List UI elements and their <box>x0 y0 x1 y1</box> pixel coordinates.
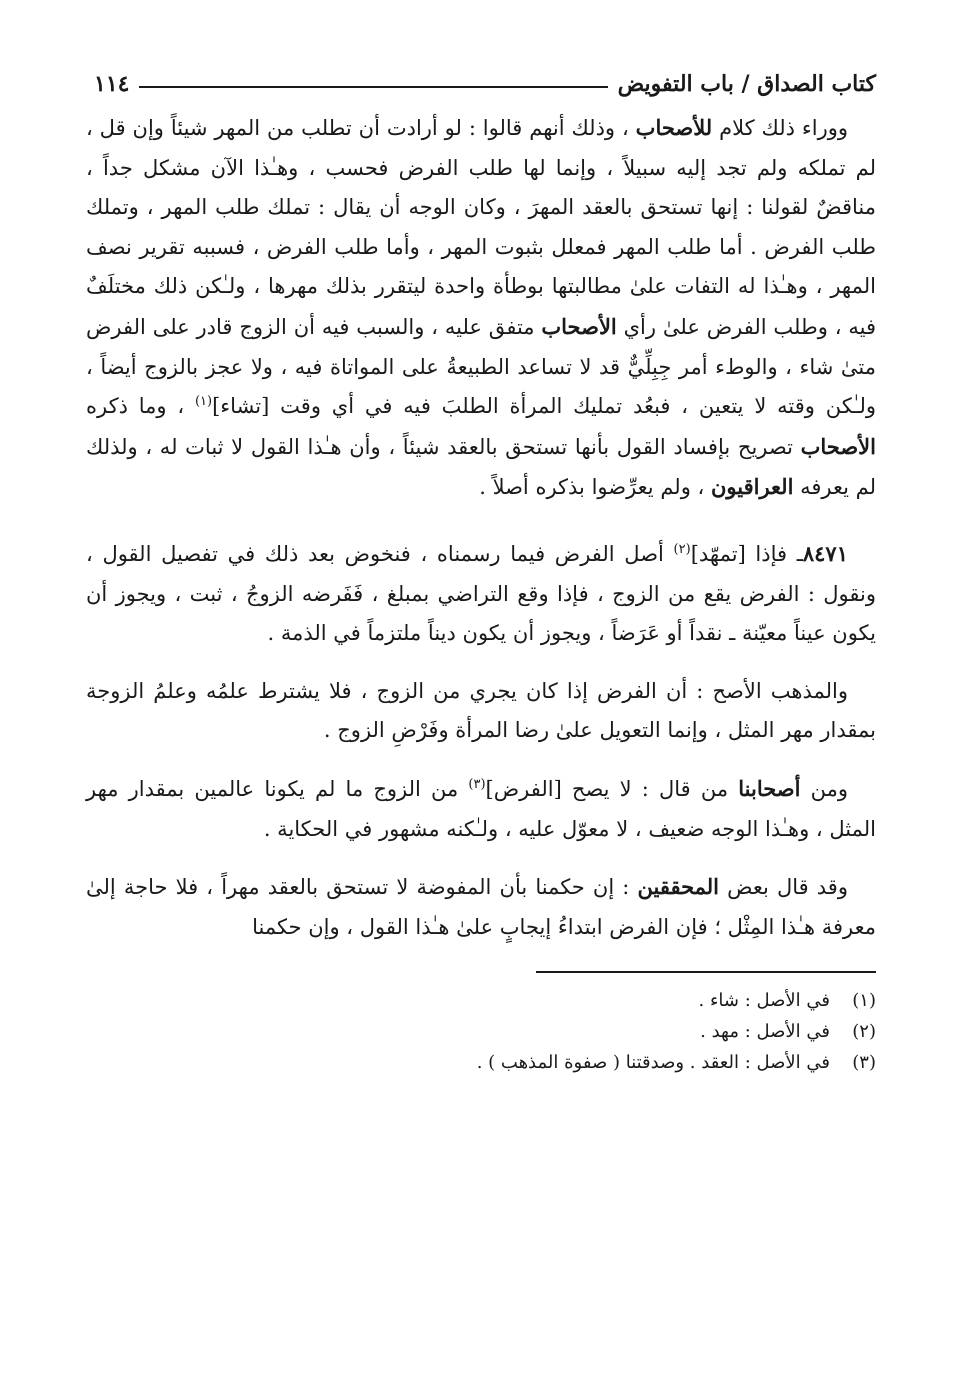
bold-term: الأصحاب <box>800 433 876 459</box>
body-text <box>86 108 876 947</box>
paragraph <box>86 108 876 508</box>
text-run: وقد قال بعض <box>719 875 848 900</box>
chapter-title: كتاب الصداق / باب التفويض <box>617 71 876 97</box>
footnote-marker: (١) <box>194 394 213 410</box>
footnote-text: في الأصل : العقد . وصدقتنا ( صفوة المذهب ) . <box>476 1052 830 1074</box>
text-run: ، ولم يعرِّضوا بذكره أصلاً . <box>479 475 711 500</box>
footnote-marker: (٣) <box>468 776 486 792</box>
book-page <box>86 62 876 1362</box>
footnotes <box>86 985 876 1078</box>
paragraph <box>86 867 876 947</box>
running-header <box>86 62 876 106</box>
footnote-marker: (٢) <box>673 541 691 557</box>
text-run: ومن <box>800 776 848 801</box>
text-run: من الزوج ما لم يكونا عالمين بمقدار مهر المثل ، وهـٰذا الوجه ضعيف ، لا معوّل عليه ، ولـٰكنه مشهور في الحكاية . <box>86 776 876 841</box>
text-run: متفق عليه ، والسبب فيه أن الزوج قادر على الفرض متىٰ شاء ، والوطء أمر جِبِلِّيٌّ قد لا تساعد الطبيعةُ على المواتاة فيه ، ولا عجز بالزوج أيضاً ، ولـٰكن وقته لا يتعين ، فبعُد تمليك المرأة الطلبَ فيه في أي وقت [تشاء] <box>86 314 876 419</box>
text-run: ووراء ذلك كلام <box>712 116 848 140</box>
text-run: تصريح بإفساد القول بأنها تستحق بالعقد شيئاً ، وأن هـٰذا القول لا ثبات له ، ولذلك لم يعرفه <box>86 434 876 500</box>
bold-term: للأصحاب <box>635 115 713 140</box>
bold-term: ٨٤٧١ <box>802 540 848 566</box>
text-run: ، وما ذكره <box>86 394 195 419</box>
paragraph <box>86 534 876 654</box>
text-run: والمذهب الأصح : أن الفرض إذا كان يجري من الزوج ، فلا يشترط علمُه وعلمُ الزوجة بمقدار مهر المثل ، وإنما التعويل علىٰ رضا المرأة وفَرْضِ الزوج . <box>86 678 876 743</box>
footnote-text: في الأصل : شاء . <box>698 990 830 1012</box>
footnote <box>86 1047 876 1078</box>
footnote-number: (٣) <box>852 1052 876 1074</box>
text-run: ـ فإذا [تمهّد] <box>690 541 803 566</box>
text-run: أصل الفرض فيما رسمناه ، فنخوض بعد ذلك في تفصيل القول ، ونقول : الفرض يقع من الزوج ، فإذا وقع التراضي بمبلغ ، فَفَرضه الزوجُ ، ثبت ، ويجوز أن يكون عيناً معيّنة ـ نقداً أو عَرَضاً ، ويجوز أن يكون ديناً ملتزماً في الذمة . <box>86 541 876 646</box>
footnote-number: (٢) <box>852 1021 876 1043</box>
bold-term: العراقيون <box>710 474 794 500</box>
paragraph <box>86 769 876 849</box>
bold-term: أصحابنا <box>738 775 801 801</box>
footnote <box>86 1016 876 1047</box>
text-run: من قال : لا يصح [الفرض] <box>485 776 739 801</box>
footnote-separator <box>536 971 876 973</box>
page-number: ١١٤ <box>94 71 130 97</box>
text-run: : إن حكمنا بأن المفوضة لا تستحق بالعقد مهراً ، فلا حاجة إلىٰ معرفة هـٰذا المِثْل ؛ فإن الفرض ابتداءُ إيجابٍ علىٰ هـٰذا القول ، وإن حكمنا <box>86 875 876 939</box>
bold-term: الأصحاب <box>541 313 617 339</box>
paragraph <box>86 672 876 751</box>
text-run: ، وذلك أنهم قالوا : لو أرادت أن تطلب من المهر شيئاً وإن قل ، لم تملكه ولم تجد إليه سبيلاً ، وإنما لها طلب الفرض فحسب ، وهـٰذا الآن مشكل جداً ، مناقضٌ لقولنا : إنها تستحق بالعقد المهرَ ، وكان الوجه أن يقال : تملك طلب المهر ، وتملك طلب الفرض . أما طلب المهر فمعلل بثبوت المهر ، وأما طلب الفرض ، فسببه تقرير نصف المهر ، وهـٰذا له التفات علىٰ مطالبتها بوطأة واحدة ليتقرر بذلك مهرها ، ولـٰكن ذلك مختلَفٌ فيه ، وطلب الفرض علىٰ رأي <box>86 116 876 339</box>
footnote-text: في الأصل : مهد . <box>700 1021 830 1043</box>
footnote <box>86 985 876 1016</box>
bold-term: المحققين <box>637 874 719 900</box>
header-rule <box>139 86 607 88</box>
footnote-number: (١) <box>852 990 876 1012</box>
